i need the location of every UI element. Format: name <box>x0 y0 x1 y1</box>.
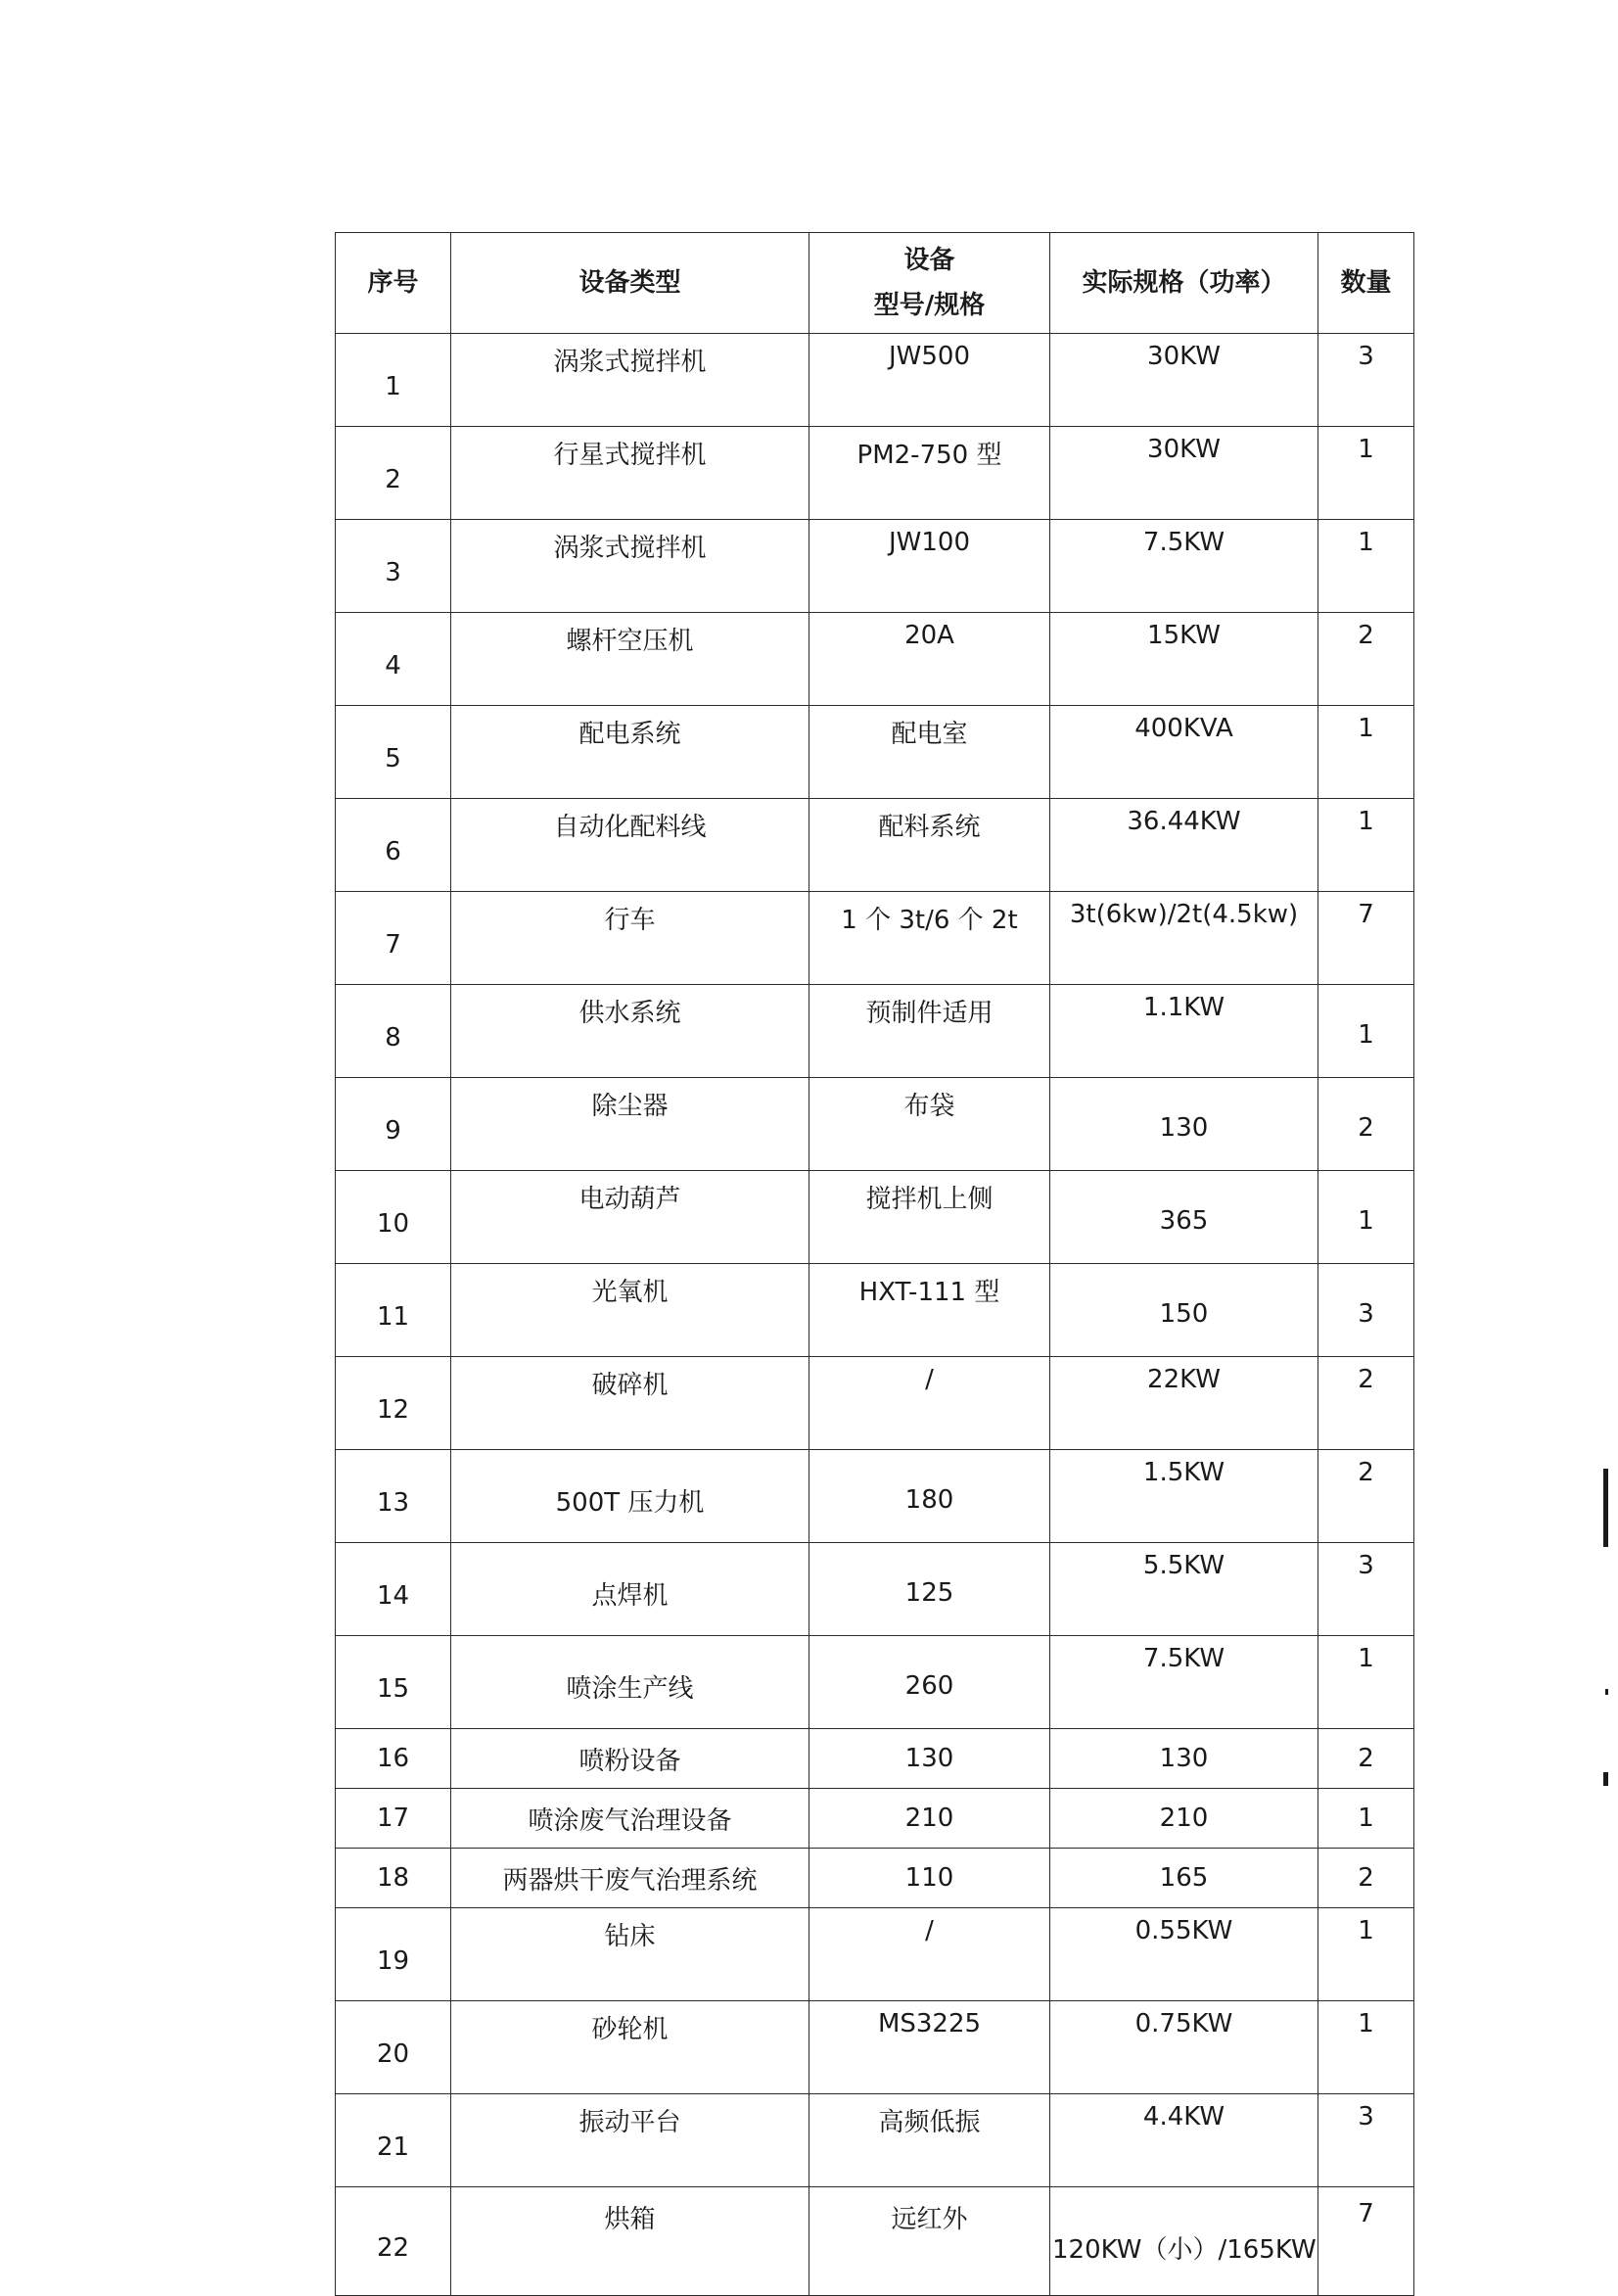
header-spec: 实际规格（功率） <box>1050 233 1318 334</box>
cell-spec: 30KW <box>1050 334 1318 427</box>
cell-no: 16 <box>336 1729 451 1789</box>
cell-type: 光氧机 <box>451 1264 809 1357</box>
cell-spec: 15KW <box>1050 613 1318 706</box>
cell-spec: 7.5KW <box>1050 520 1318 613</box>
cell-no: 6 <box>336 799 451 892</box>
header-qty: 数量 <box>1318 233 1414 334</box>
cell-type: 破碎机 <box>451 1357 809 1450</box>
cell-model: JW100 <box>809 520 1050 613</box>
equipment-table <box>335 232 1414 2296</box>
cell-spec: 210 <box>1050 1789 1318 1849</box>
cell-spec: 120KW（小）/165KW <box>1050 2187 1318 2296</box>
cell-type: 点焊机 <box>451 1543 809 1636</box>
cell-type: 砂轮机 <box>451 2001 809 2094</box>
cell-no: 3 <box>336 520 451 613</box>
cell-model: 远红外 <box>809 2187 1050 2296</box>
cell-model: 高频低振 <box>809 2094 1050 2187</box>
table-header-row <box>336 233 1414 334</box>
cell-no: 15 <box>336 1636 451 1729</box>
cell-spec: 0.75KW <box>1050 2001 1318 2094</box>
cell-type: 500T 压力机 <box>451 1450 809 1543</box>
cell-type: 烘箱 <box>451 2187 809 2296</box>
cell-qty: 7 <box>1318 892 1414 985</box>
cell-qty: 7 <box>1318 2187 1414 2296</box>
cell-type: 除尘器 <box>451 1078 809 1171</box>
cell-qty: 2 <box>1318 1078 1414 1171</box>
cell-qty: 2 <box>1318 1729 1414 1789</box>
cell-model: 预制件适用 <box>809 985 1050 1078</box>
cell-no: 12 <box>336 1357 451 1450</box>
cell-spec: 5.5KW <box>1050 1543 1318 1636</box>
cell-spec: 4.4KW <box>1050 2094 1318 2187</box>
header-model-line1: 设备 <box>903 246 955 275</box>
cell-type: 供水系统 <box>451 985 809 1078</box>
table-row <box>336 2187 1414 2296</box>
cell-qty: 2 <box>1318 1849 1414 1908</box>
table-row <box>336 520 1414 613</box>
cell-no: 14 <box>336 1543 451 1636</box>
cell-spec: 0.55KW <box>1050 1908 1318 2001</box>
cell-type: 行车 <box>451 892 809 985</box>
cell-no: 5 <box>336 706 451 799</box>
cell-no: 13 <box>336 1450 451 1543</box>
table-row <box>336 2001 1414 2094</box>
cell-spec: 150 <box>1050 1264 1318 1357</box>
table-row <box>336 985 1414 1078</box>
cell-model: 1 个 3t/6 个 2t <box>809 892 1050 985</box>
table-row <box>336 1078 1414 1171</box>
cell-qty: 1 <box>1318 2001 1414 2094</box>
cell-no: 11 <box>336 1264 451 1357</box>
table-row <box>336 1450 1414 1543</box>
cell-no: 18 <box>336 1849 451 1908</box>
table-row <box>336 706 1414 799</box>
cell-no: 8 <box>336 985 451 1078</box>
cell-spec: 400KVA <box>1050 706 1318 799</box>
cell-type: 自动化配料线 <box>451 799 809 892</box>
cell-spec: 22KW <box>1050 1357 1318 1450</box>
scan-artifact-mark <box>1605 1689 1608 1695</box>
cell-spec: 3t(6kw)/2t(4.5kw) <box>1050 892 1318 985</box>
scan-artifact-mark <box>1603 1469 1608 1547</box>
cell-qty: 1 <box>1318 985 1414 1078</box>
cell-model: HXT-111 型 <box>809 1264 1050 1357</box>
cell-qty: 2 <box>1318 613 1414 706</box>
cell-model: JW500 <box>809 334 1050 427</box>
table-row <box>336 613 1414 706</box>
table-row <box>336 1171 1414 1264</box>
cell-qty: 2 <box>1318 1357 1414 1450</box>
cell-model: 布袋 <box>809 1078 1050 1171</box>
cell-type: 钻床 <box>451 1908 809 2001</box>
cell-no: 20 <box>336 2001 451 2094</box>
cell-model: / <box>809 1908 1050 2001</box>
cell-no: 10 <box>336 1171 451 1264</box>
cell-spec: 130 <box>1050 1078 1318 1171</box>
table-row <box>336 2094 1414 2187</box>
cell-model: 180 <box>809 1450 1050 1543</box>
cell-model: 210 <box>809 1789 1050 1849</box>
cell-type: 喷涂生产线 <box>451 1636 809 1729</box>
cell-model: 搅拌机上侧 <box>809 1171 1050 1264</box>
cell-no: 2 <box>336 427 451 520</box>
header-no: 序号 <box>336 233 451 334</box>
cell-qty: 1 <box>1318 799 1414 892</box>
cell-type: 喷粉设备 <box>451 1729 809 1789</box>
cell-qty: 3 <box>1318 334 1414 427</box>
cell-qty: 1 <box>1318 706 1414 799</box>
cell-type: 喷涂废气治理设备 <box>451 1789 809 1849</box>
table-row <box>336 799 1414 892</box>
cell-model: 130 <box>809 1729 1050 1789</box>
cell-qty: 1 <box>1318 1636 1414 1729</box>
cell-spec: 365 <box>1050 1171 1318 1264</box>
cell-model: PM2-750 型 <box>809 427 1050 520</box>
cell-qty: 3 <box>1318 1264 1414 1357</box>
cell-type: 电动葫芦 <box>451 1171 809 1264</box>
cell-type: 涡浆式搅拌机 <box>451 334 809 427</box>
cell-qty: 1 <box>1318 427 1414 520</box>
cell-model: 125 <box>809 1543 1050 1636</box>
cell-spec: 130 <box>1050 1729 1318 1789</box>
cell-model: / <box>809 1357 1050 1450</box>
cell-model: MS3225 <box>809 2001 1050 2094</box>
cell-type: 涡浆式搅拌机 <box>451 520 809 613</box>
cell-spec: 1.1KW <box>1050 985 1318 1078</box>
cell-model: 20A <box>809 613 1050 706</box>
cell-qty: 1 <box>1318 1171 1414 1264</box>
cell-no: 22 <box>336 2187 451 2296</box>
header-model <box>809 233 1050 334</box>
table-row <box>336 427 1414 520</box>
cell-no: 4 <box>336 613 451 706</box>
table-row <box>336 1636 1414 1729</box>
cell-spec: 1.5KW <box>1050 1450 1318 1543</box>
table-row <box>336 1789 1414 1849</box>
cell-no: 7 <box>336 892 451 985</box>
header-model-line2: 型号/规格 <box>873 291 986 320</box>
table-row <box>336 1543 1414 1636</box>
cell-qty: 3 <box>1318 2094 1414 2187</box>
cell-no: 9 <box>336 1078 451 1171</box>
header-type: 设备类型 <box>451 233 809 334</box>
cell-qty: 1 <box>1318 1789 1414 1849</box>
table-row <box>336 1264 1414 1357</box>
cell-type: 螺杆空压机 <box>451 613 809 706</box>
cell-qty: 1 <box>1318 1908 1414 2001</box>
cell-spec: 36.44KW <box>1050 799 1318 892</box>
cell-model: 配电室 <box>809 706 1050 799</box>
cell-spec: 7.5KW <box>1050 1636 1318 1729</box>
table-row <box>336 1357 1414 1450</box>
cell-type: 配电系统 <box>451 706 809 799</box>
scan-artifact-mark <box>1603 1772 1608 1786</box>
table-row <box>336 1908 1414 2001</box>
table-row <box>336 1729 1414 1789</box>
table-row <box>336 334 1414 427</box>
cell-model: 配料系统 <box>809 799 1050 892</box>
cell-qty: 2 <box>1318 1450 1414 1543</box>
table-row <box>336 892 1414 985</box>
cell-spec: 30KW <box>1050 427 1318 520</box>
cell-no: 1 <box>336 334 451 427</box>
cell-type: 两器烘干废气治理系统 <box>451 1849 809 1908</box>
cell-spec: 165 <box>1050 1849 1318 1908</box>
cell-qty: 3 <box>1318 1543 1414 1636</box>
cell-type: 行星式搅拌机 <box>451 427 809 520</box>
cell-no: 21 <box>336 2094 451 2187</box>
table-row <box>336 1849 1414 1908</box>
cell-no: 17 <box>336 1789 451 1849</box>
cell-model: 260 <box>809 1636 1050 1729</box>
cell-qty: 1 <box>1318 520 1414 613</box>
cell-type: 振动平台 <box>451 2094 809 2187</box>
cell-no: 19 <box>336 1908 451 2001</box>
cell-model: 110 <box>809 1849 1050 1908</box>
